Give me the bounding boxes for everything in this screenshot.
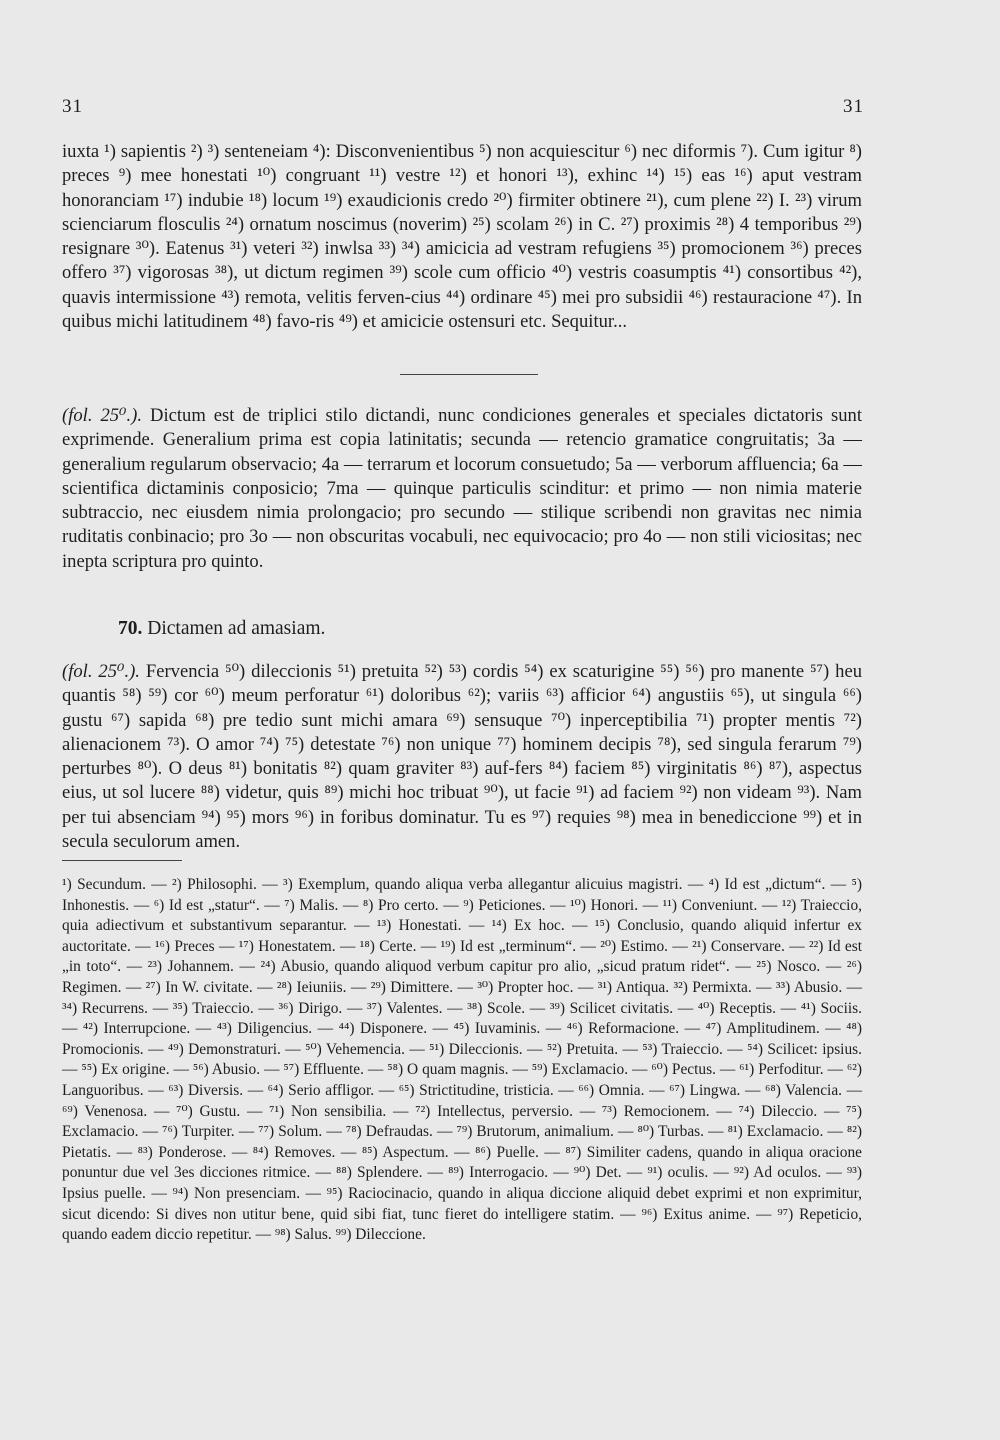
page-number-left: 31 — [62, 96, 83, 117]
amasiam-paragraph — [62, 660, 862, 854]
page-number-right: 31 — [843, 96, 864, 117]
dictandi-text: Dictum est de triplici stilo dictandi, nunc condiciones generales et speciales dictatoris sunt exprimende. Generalium prima est copia latinitatis; secunda — retencio gramatice congruitatis; 3a — generalium regularum observacio; 4a — terrarum et locorum consuetudo; 5a — verborum affluencia; 6a — scientifica dictaminis conposicio; 7ma — quinque particulis scinditur: et primo — non nimia materie subtraccio, nec eiusdem nimia prolongacio; pro secundo — stilique scribendi non gravitas nec nimia ruditatis conbinacio; pro 3o — non obscuritas vocabuli, nec equivocacio; pro 4o — non stili viciositas; nec inepta scriptura pro quinto. — [62, 405, 862, 572]
section-number: 70. — [118, 618, 143, 639]
folio-reference: (fol. 25⁰.). — [62, 405, 143, 426]
letter-continuation-paragraph: iuxta ¹) sapientis ²) ³) senteneiam ⁴): Disconvenientibus ⁵) non acquiescitur ⁶) nec diformis ⁷). Cum igitur ⁸) preces ⁹) mee honestati ¹⁰) congruant ¹¹) vestre ¹²) et honori ¹³), exhinc ¹⁴) ¹⁵) eas ¹⁶) aput vestram honoranciam ¹⁷) indubie ¹⁸) locum ¹⁹) exaudicionis credo ²⁰) firmiter obtinere ²¹), cum plene ²²) I. ²³) virum scienciarum flosculis ²⁴) ornatum noscimus (noverim) ²⁵) scolam ²⁶) in C. ²⁷) proximis ²⁸) 4 temporibus ²⁹) resignare ³⁰). Eatenus ³¹) veteri ³²) inwlsa ³³) ³⁴) amicicia ad vestram refugiens ³⁵) promocionem ³⁶) preces offero ³⁷) vigorosas ³⁸), ut dictum regimen ³⁹) scole cum officio ⁴⁰) vestris coasumptis ⁴¹) consortibus ⁴²), quavis intermissione ⁴³) remota, velitis ferven-cius ⁴⁴) ordinare ⁴⁵) mei pro subsidii ⁴⁶) restauracione ⁴⁷). In quibus michi latitudinem ⁴⁸) favo-ris ⁴⁹) et amicicie ostensuri etc. Sequitur... — [62, 141, 862, 333]
amasiam-text: Fervencia ⁵⁰) dileccionis ⁵¹) pretuita ⁵²) ⁵³) cordis ⁵⁴) ex scaturigine ⁵⁵) ⁵⁶) pro manente ⁵⁷) heu quantis ⁵⁸) ⁵⁹) cor ⁶⁰) meum perforatur ⁶¹) doloribus ⁶²); variis ⁶³) afficior ⁶⁴) angustiis ⁶⁵), ut singula ⁶⁶) gustu ⁶⁷) sapida ⁶⁸) pre tedio sunt michi amara ⁶⁹) sensuque ⁷⁰) inperceptibilia ⁷¹) propter mentis ⁷²) alienacionem ⁷³). O amor ⁷⁴) ⁷⁵) detestate ⁷⁶) non unique ⁷⁷) hominem decipis ⁷⁸), sed singula ferarum ⁷⁹) perturbes ⁸⁰). O deus ⁸¹) bonitatis ⁸²) quam graviter ⁸³) auf-fers ⁸⁴) faciem ⁸⁵) virginitatis ⁸⁶) ⁸⁷), aspectus eius, ut sol lucere ⁸⁸) videtur, quis ⁸⁹) michi hoc tribuat ⁹⁰), ut facie ⁹¹) ad faciem ⁹²) non videam ⁹³). Nam per tui absenciam ⁹⁴) ⁹⁵) mors ⁹⁶) in foribus dominatur. Tu es ⁹⁷) requies ⁹⁸) mea in benediccione ⁹⁹) et in secula seculorum amen. — [62, 661, 863, 853]
dictandi-paragraph — [62, 404, 862, 574]
footnotes-block: ¹) Secundum. — ²) Philosophi. — ³) Exemplum, quando aliqua verba allegantur alicuius magistri. — ⁴) Id est „dictum“. — ⁵) Inhonestis. — ⁶) Id est „statur“. — ⁷) Malis. — ⁸) Pro certo. — ⁹) Peticiones. — ¹⁰) Honori. — ¹¹) Conveniunt. — ¹²) Traieccio, quia adiectivum et substantivum separantur. — ¹³) Honestati. — ¹⁴) Ex hoc. — ¹⁵) Conclusio, quando aliquid infertur ex auctoritate. — ¹⁶) Preces — ¹⁷) Honestatem. — ¹⁸) Certe. — ¹⁹) Id est „terminum“. — ²⁰) Estimo. — ²¹) Conservare. — ²²) Id est „in toto“. — ²³) Johannem. — ²⁴) Abusio, quando aliquod verbum capitur pro alio, „sicud pratum ridet“. — ²⁵) Nosco. — ²⁶) Regimen. — ²⁷) In W. civitate. — ²⁸) Ieiuniis. — ²⁹) Dimittere. — ³⁰) Propter hoc. — ³¹) Antiqua. ³²) Permixta. — ³³) Abusio. — ³⁴) Recurrens. — ³⁵) Traieccio. — ³⁶) Dirigo. — ³⁷) Valentes. — ³⁸) Scole. — ³⁹) Scilicet civitatis. — ⁴⁰) Receptis. — ⁴¹) Sociis. — ⁴²) Interrupcione. — ⁴³) Diligencius. — ⁴⁴) Disponere. — ⁴⁵) Iuvaminis. — ⁴⁶) Reformacione. — ⁴⁷) Amplitudinem. — ⁴⁸) Promocionis. — ⁴⁹) Demonstraturi. — ⁵⁰) Vehemencia. — ⁵¹) Dileccionis. — ⁵²) Pretuita. — ⁵³) Traieccio. — ⁵⁴) Scilicet: ipsius. — ⁵⁵) Ex origine. — ⁵⁶) Abusio. — ⁵⁷) Effluente. — ⁵⁸) O quam magnis. — ⁵⁹) Exclamacio. — ⁶⁰) Pectus. — ⁶¹) Perfoditur. — ⁶²) Languoribus. — ⁶³) Diversis. — ⁶⁴) Serio affligor. — ⁶⁵) Strictitudine, tristicia. — ⁶⁶) Omnia. — ⁶⁷) Lingwa. — ⁶⁸) Valencia. — ⁶⁹) Venenosa. — ⁷⁰) Gustu. — ⁷¹) Non sensibilia. — ⁷²) Intellectus, perversio. — ⁷³) Remocionem. — ⁷⁴) Dileccio. — ⁷⁵) Exclamacio. — ⁷⁶) Turpiter. — ⁷⁷) Solum. — ⁷⁸) Defraudas. — ⁷⁹) Brutorum, animalium. — ⁸⁰) Turbas. — ⁸¹) Exclamacio. — ⁸²) Pietatis. — ⁸³) Ponderose. — ⁸⁴) Removes. — ⁸⁵) Aspectum. — ⁸⁶) Puelle. — ⁸⁷) Similiter cadens, quando in aliqua oracione ponuntur due vel 3es dicciones ritmice. — ⁸⁸) Splendere. — ⁸⁹) Interrogacio. — ⁹⁰) Det. — ⁹¹) oculis. — ⁹²) Ad oculos. — ⁹³) Ipsius puelle. — ⁹⁴) Non presenciam. — ⁹⁵) Raciocinacio, quando in aliqua diccione aliquid debet exprimi et non exprimitur, sicut dicendo: Si dives non utitur bene, quid sibi fiat, tunc fieret do intelligere statim. — ⁹⁶) Exitus anime. — ⁹⁷) Repeticio, quando eadem diccio repetitur. — ⁹⁸) Salus. ⁹⁹) Dileccione. — [62, 876, 862, 1244]
section-separator-rule — [400, 374, 538, 375]
section-title: Dictamen ad amasiam. — [147, 618, 326, 639]
folio-reference-2: (fol. 25⁰.). — [62, 661, 140, 682]
section-heading — [118, 618, 325, 640]
footnote-rule — [62, 860, 182, 861]
